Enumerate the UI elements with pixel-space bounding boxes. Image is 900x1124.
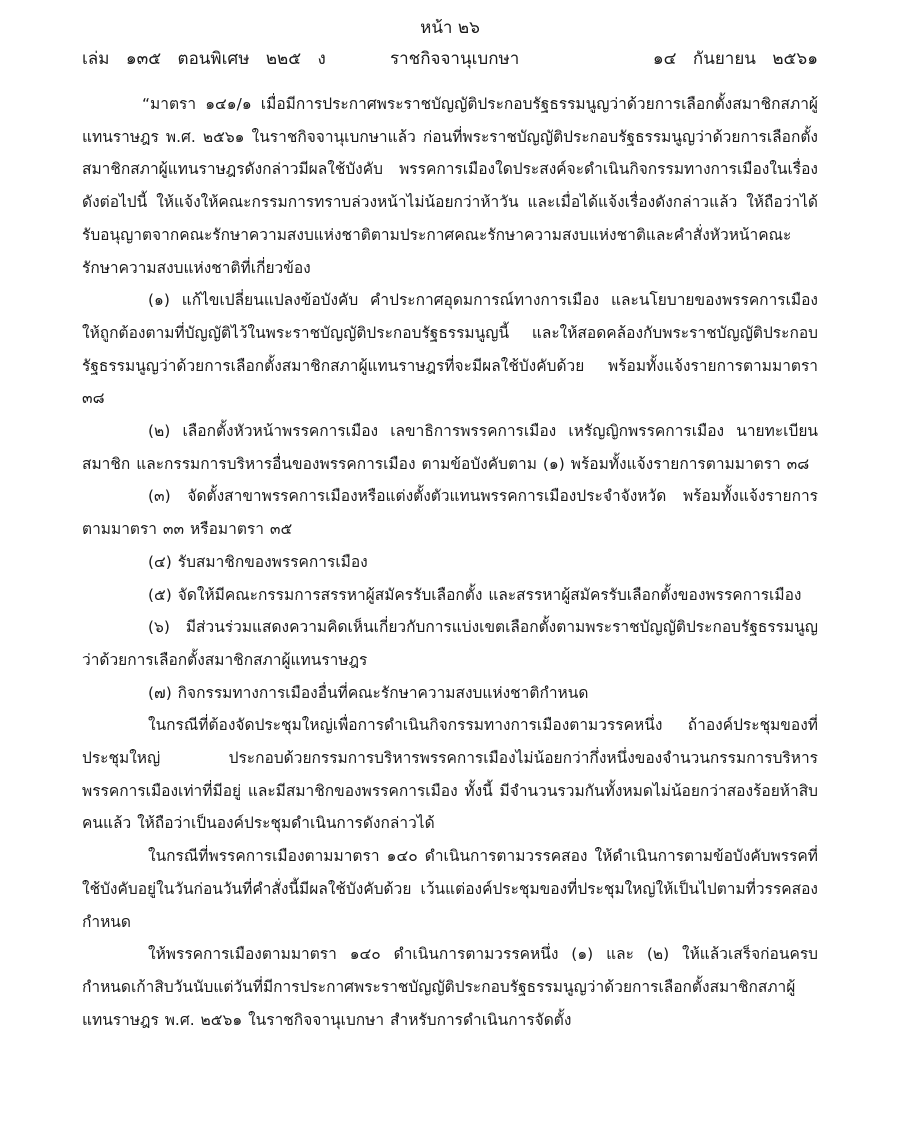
clause-2: (๒) เลือกตั้งหัวหน้าพรรคการเมือง เลขาธิการพรรคการเมือง เหรัญญิกพรรคการเมือง นายทะเบียนสมาชิก และกรรมการบริหารอื่นของพรรคการเมือง ตามข้อบังคับตาม (๑) พร้อมทั้งแจ้งรายการตามมาตรา ๓๘	[82, 422, 818, 473]
gazette-header	[0, 46, 900, 72]
gazette-name: ราชกิจจานุเบกษา	[390, 49, 520, 69]
clause-1: (๑) แก้ไขเปลี่ยนแปลงข้อบังคับ คำประกาศอุดมการณ์ทางการเมือง และนโยบายของพรรคการเมือง ให้ถูกต้องตามที่บัญญัติไว้ในพระราชบัญญัติประกอบรัฐธรรมนูญนี้ และให้สอดคล้องกับพระราชบัญญัติประกอบรัฐธรรมนูญว่าด้วยการเลือกตั้งสมาชิกสภาผู้แทนราษฎรที่จะมีผลใช้บังคับด้วย พร้อมทั้งแจ้งรายการตามมาตรา ๓๘	[82, 291, 818, 408]
issue-date	[653, 46, 818, 72]
document-body	[82, 88, 818, 1036]
section-141-1-paragraph: “มาตรา ๑๔๑/๑ เมื่อมีการประกาศพระราชบัญญัติประกอบรัฐธรรมนูญว่าด้วยการเลือกตั้งสมาชิกสภาผู้แทนราษฎร พ.ศ. ๒๕๖๑ ในราชกิจจานุเบกษาแล้ว ก่อนที่พระราชบัญญัติประกอบรัฐธรรมนูญว่าด้วยการเลือกตั้งสมาชิกสภาผู้แทนราษฎรดังกล่าวมีผลใช้บังคับ พรรคการเมืองใดประสงค์จะดำเนินกิจกรรมทางการเมืองในเรื่องดังต่อไปนี้ ให้แจ้งให้คณะกรรมการทราบล่วงหน้าไม่น้อยกว่าห้าวัน และเมื่อได้แจ้งเรื่องดังกล่าวแล้ว ให้ถือว่าได้รับอนุญาตจากคณะรักษาความสงบแห่งชาติตามประกาศคณะรักษาความสงบแห่งชาติและคำสั่งหัวหน้าคณะรักษาความสงบแห่งชาติที่เกี่ยวข้อง	[82, 95, 818, 277]
volume-label: เล่ม	[82, 49, 110, 69]
date-month: กันยายน	[692, 49, 756, 69]
clause-4: (๔) รับสมาชิกของพรรคการเมือง	[148, 552, 368, 571]
page-number: หน้า ๒๖	[420, 18, 480, 38]
clause-5: (๕) จัดให้มีคณะกรรมการสรรหาผู้สมัครรับเลือกตั้ง และสรรหาผู้สมัครรับเลือกตั้งของพรรคการเมือง	[148, 585, 802, 604]
clause-7: (๗) กิจกรรมทางการเมืองอื่นที่คณะรักษาความสงบแห่งชาติกำหนด	[148, 683, 589, 702]
issue-info	[82, 46, 326, 72]
volume-number: ๑๓๕	[125, 49, 162, 69]
section-label: ตอนพิเศษ	[177, 49, 250, 69]
paragraph-deadline: ให้พรรคการเมืองตามมาตรา ๑๔๐ ดำเนินการตามวรรคหนึ่ง (๑) และ (๒) ให้แล้วเสร็จก่อนครบกำหนดเก้าสิบวันนับแต่วันที่มีการประกาศพระราชบัญญัติประกอบรัฐธรรมนูญว่าด้วยการเลือกตั้งสมาชิกสภาผู้แทนราษฎร พ.ศ. ๒๕๖๑ ในราชกิจจานุเบกษา สำหรับการดำเนินการจัดตั้ง	[82, 945, 818, 1029]
paragraph-quorum: ในกรณีที่ต้องจัดประชุมใหญ่เพื่อการดำเนินกิจกรรมทางการเมืองตามวรรคหนึ่ง ถ้าองค์ประชุมของที่ประชุมใหญ่ ประกอบด้วยกรรมการบริหารพรรคการเมืองไม่น้อยกว่ากึ่งหนึ่งของจำนวนกรรมการบริหารพรรคการเมืองเท่าที่มีอยู่ และมีสมาชิกของพรรคการเมือง ทั้งนี้ มีจำนวนรวมกันทั้งหมดไม่น้อยกว่าสองร้อยห้าสิบคนแล้ว ให้ถือว่าเป็นองค์ประชุมดำเนินการดังกล่าวได้	[82, 716, 818, 833]
section-number: ๒๒๕	[265, 49, 302, 69]
clause-6: (๖) มีส่วนร่วมแสดงความคิดเห็นเกี่ยวกับการแบ่งเขตเลือกตั้งตามพระราชบัญญัติประกอบรัฐธรรมนูญว่าด้วยการเลือกตั้งสมาชิกสภาผู้แทนราษฎร	[82, 618, 818, 669]
paragraph-section-140: ในกรณีที่พรรคการเมืองตามมาตรา ๑๔๐ ดำเนินการตามวรรคสอง ให้ดำเนินการตามข้อบังคับพรรคที่ใช้บังคับอยู่ในวันก่อนวันที่คำสั่งนี้มีผลใช้บังคับด้วย เว้นแต่องค์ประชุมของที่ประชุมใหญ่ให้เป็นไปตามที่วรรคสองกำหนด	[82, 847, 818, 931]
section-letter: ง	[317, 49, 326, 69]
date-day: ๑๔	[652, 49, 677, 69]
date-year: ๒๕๖๑	[772, 49, 818, 69]
clause-3: (๓) จัดตั้งสาขาพรรคการเมืองหรือแต่งตั้งตัวแทนพรรคการเมืองประจำจังหวัด พร้อมทั้งแจ้งรายการตามมาตรา ๓๓ หรือมาตรา ๓๕	[82, 487, 818, 539]
